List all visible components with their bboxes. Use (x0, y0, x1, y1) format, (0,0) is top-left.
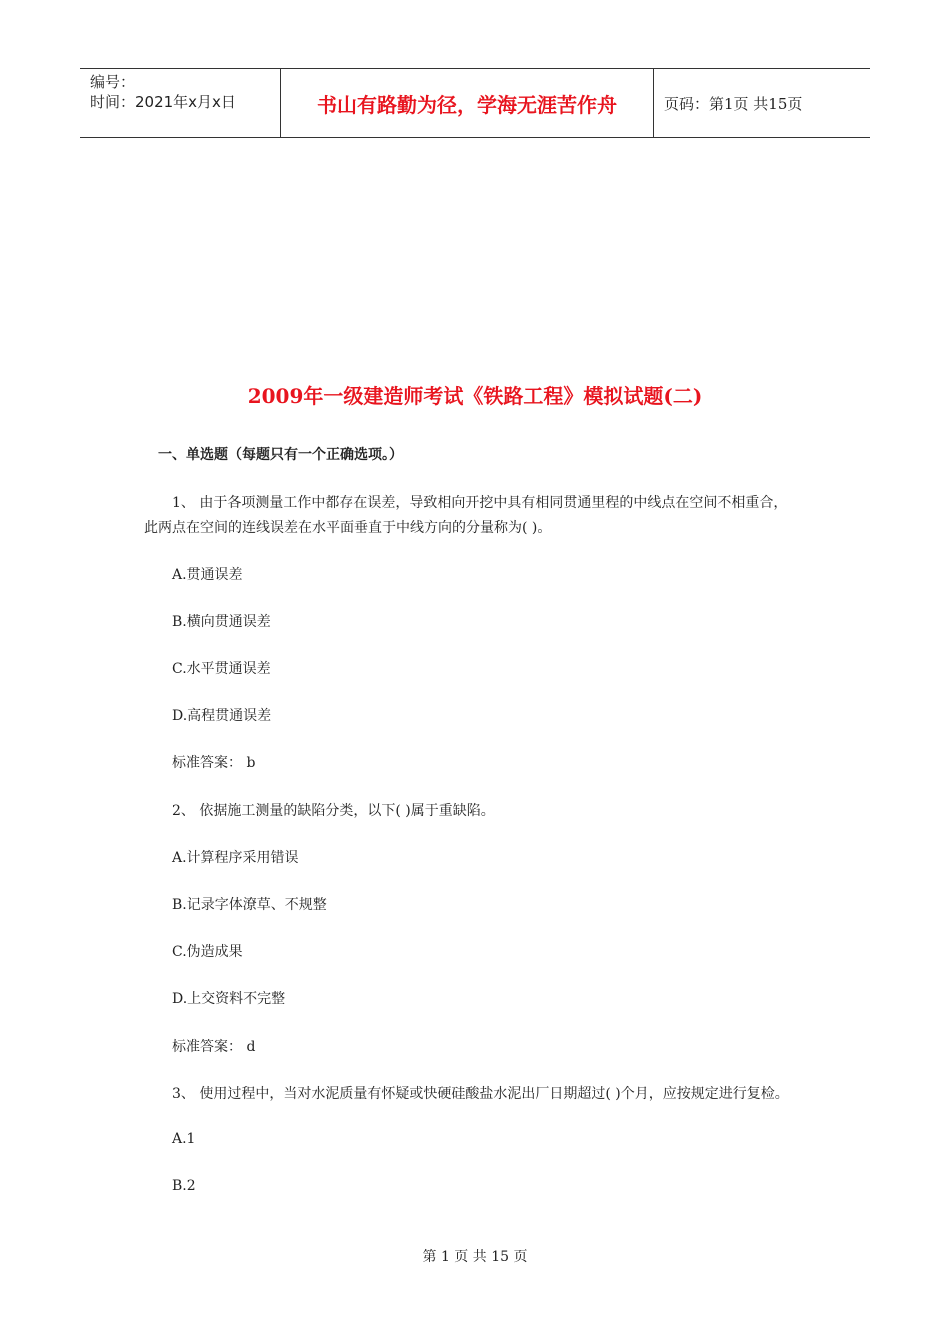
question-1-option-c: C.水平贯通误差 (172, 661, 271, 677)
document-title: 2009年一级建造师考试《铁路工程》模拟试题(二) (247, 384, 703, 408)
header-meta (80, 69, 281, 137)
question-1-option-b: B.横向贯通误差 (172, 614, 271, 630)
question-1-stem-line1: 1、 由于各项测量工作中都存在误差，导致相向开挖中具有相同贯通里程的中线点在空间不相重合， (172, 495, 788, 511)
question-3-option-b: B.2 (172, 1178, 196, 1194)
header-motto: 书山有路勤为径，学海无涯苦作舟 (281, 69, 654, 137)
header-page-info: 页码：第1页 共15页 (664, 94, 803, 113)
question-2-option-a: A.计算程序采用错误 (172, 850, 299, 866)
question-2-option-b: B.记录字体潦草、不规整 (172, 897, 327, 913)
section-heading: 一、单选题（每题只有一个正确选项。） (158, 447, 403, 463)
page-header (80, 68, 870, 138)
question-1-stem-line2: 此两点在空间的连线误差在水平面垂直于中线方向的分量称为( )。 (144, 520, 552, 536)
header-number-label: 编号： (90, 73, 136, 91)
question-2-option-d: D.上交资料不完整 (172, 991, 286, 1007)
question-2-option-c: C.伪造成果 (172, 944, 243, 960)
question-2-answer: 标准答案： d (172, 1039, 256, 1055)
header-time-label: 时间：2021年x月x日 (90, 93, 236, 111)
question-1-answer: 标准答案： b (172, 755, 256, 771)
question-3-option-a: A.1 (172, 1131, 196, 1147)
question-2-stem: 2、 依据施工测量的缺陷分类，以下( )属于重缺陷。 (172, 803, 495, 819)
question-1-option-d: D.高程贯通误差 (172, 708, 272, 724)
question-3-stem: 3、 使用过程中，当对水泥质量有怀疑或快硬硅酸盐水泥出厂日期超过( )个月，应按规定进行复检。 (172, 1086, 789, 1102)
page-footer: 第 1 页 共 15 页 (422, 1249, 528, 1265)
question-1-option-a: A.贯通误差 (172, 567, 243, 583)
